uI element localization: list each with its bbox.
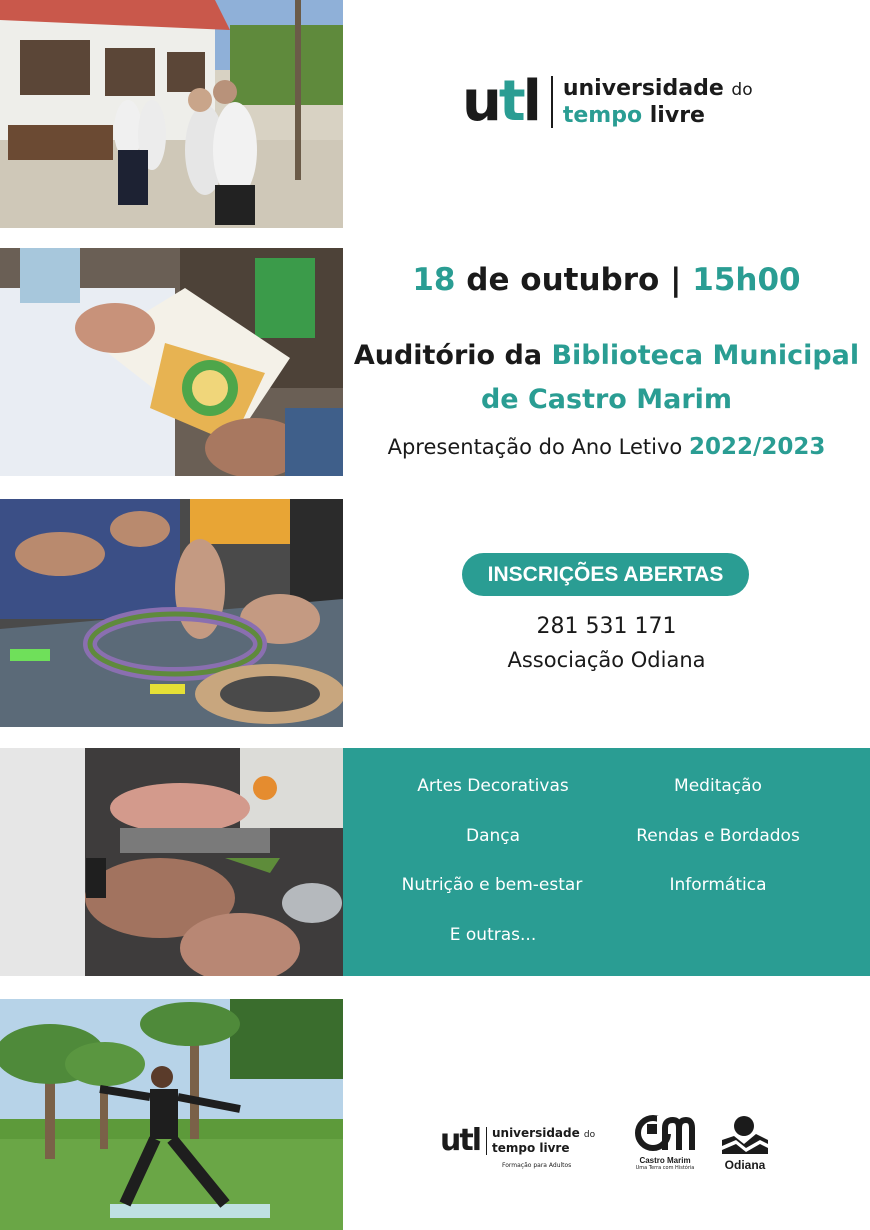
utl-logo-mark (462, 69, 539, 134)
event-month: de outubro (466, 262, 660, 298)
odiana-logo (715, 1114, 775, 1172)
logo-letter-l: l (522, 69, 539, 134)
event-date-time (343, 262, 870, 298)
course-item: Meditação (674, 776, 762, 796)
photo-dancing-outdoors (0, 0, 343, 228)
footer-utl-divider (486, 1127, 487, 1155)
contact-phone: 281 531 171 (536, 614, 677, 639)
course-item: Nutrição e bem-estar (401, 875, 583, 895)
castro-marim-emblem-icon (635, 1114, 695, 1152)
event-day: 18 (412, 262, 456, 298)
odiana-emblem-icon (720, 1114, 770, 1154)
footer-utl-logo (440, 1123, 596, 1158)
course-item: Rendas e Bordados (636, 826, 800, 846)
castro-marim-tagline: Uma Terra com História (635, 1165, 695, 1171)
odiana-title: Odiana (724, 1158, 766, 1172)
registration-badge: INSCRIÇÕES ABERTAS (462, 553, 749, 596)
courses-panel (343, 748, 870, 976)
logo-divider (551, 76, 553, 128)
event-time: 15h00 (692, 262, 801, 298)
course-item: Artes Decorativas (417, 776, 569, 796)
castro-marim-title: Castro Marim (639, 1156, 691, 1165)
photo-cooking-herbs (0, 748, 343, 976)
event-separator: | (670, 262, 682, 298)
logo-letter-t: t (498, 69, 523, 134)
logo-word-livre: livre (649, 103, 705, 128)
photo-reading-book (0, 248, 343, 476)
course-item: Dança (465, 826, 521, 846)
utl-logo (462, 69, 753, 134)
event-venue (343, 334, 870, 422)
logo-letter-u: u (462, 69, 499, 134)
school-year: 2022/2023 (688, 434, 826, 460)
footer-utl-line2: tempo livre (491, 1141, 570, 1155)
footer-utl-wordmark (492, 1127, 595, 1155)
photo-crafting-wreath (0, 499, 343, 727)
course-item: E outras... (449, 925, 537, 945)
footer-utl-do: do (583, 1130, 596, 1140)
partner-logos (440, 1114, 780, 1184)
presentation-text: Apresentação do Ano Letivo (387, 435, 683, 459)
castro-marim-logo (630, 1114, 700, 1171)
photo-yoga-park (0, 999, 343, 1230)
venue-town: de Castro Marim (480, 384, 733, 415)
logo-word-tempo: tempo (562, 103, 643, 128)
logo-word-do: do (731, 80, 753, 100)
course-item: Informática (669, 875, 767, 895)
event-presentation (343, 434, 870, 460)
logo-word-universidade: universidade (562, 76, 724, 101)
venue-prefix: Auditório da (353, 340, 543, 371)
venue-library: Biblioteca Municipal (551, 340, 860, 371)
footer-utl-subtitle: Formação para Adultos (502, 1162, 572, 1169)
logo-wordmark (563, 76, 753, 128)
organization-name: Associação Odiana (507, 648, 706, 672)
footer-utl-mark: utl (440, 1123, 480, 1158)
footer-utl-word: universidade (491, 1126, 580, 1140)
